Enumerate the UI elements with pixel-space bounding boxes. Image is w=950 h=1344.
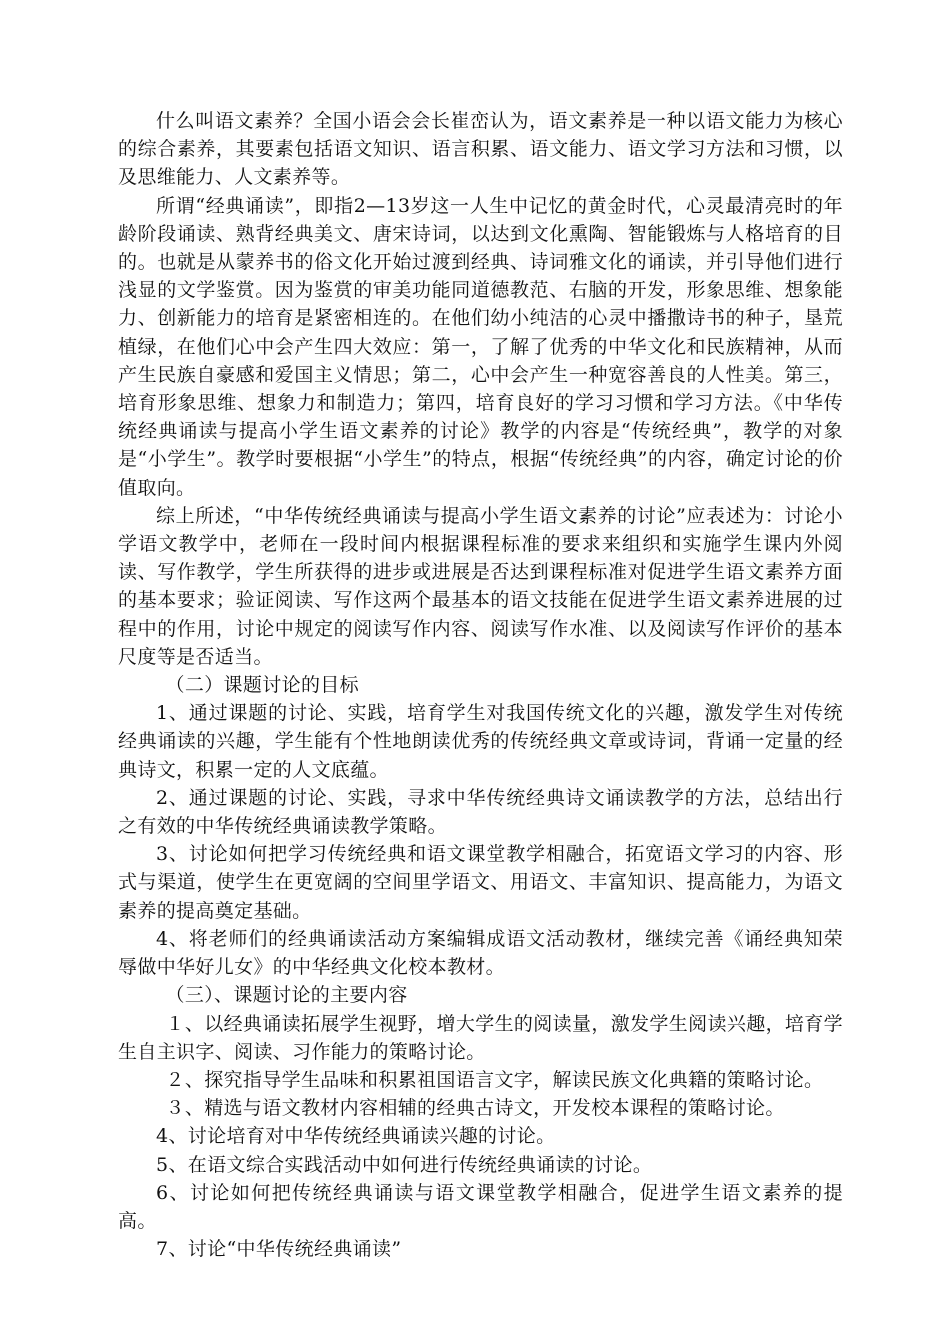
paragraph-summary: 综上所述，“中华传统经典诵读与提高小学生语文素养的讨论”应表述为：讨论小学语文教学中，老师在一段时间内根据课程标准的要求来组织和实施学生课内外阅读、写作教学，学生所获得的进步或进展是否达到课程标准对促进学生语文素养方面的基本要求；验证阅读、写作这两个最基本的语文技能在促进学生语文素养进展的过程中的作用，讨论中规定的阅读写作内容、阅读写作水准、以及阅读写作评价的基本尺度等是否适当。 <box>118 504 843 668</box>
content-item-2: ２、探究指导学生品味和积累祖国语言文字，解读民族文化典籍的策略讨论。 <box>165 1068 824 1091</box>
content-item-1: １、以经典诵读拓展学生视野，增大学生的阅读量，激发学生阅读兴趣，培育学生自主识字、阅读、习作能力的策略讨论。 <box>118 1012 843 1063</box>
content-item-6: 6、讨论如何把传统经典诵读与语文课堂教学相融合，促进学生语文素养的提高。 <box>118 1181 843 1232</box>
paragraph-definition: 什么叫语文素养？全国小语会会长崔峦认为，语文素养是一种以语文能力为核心的综合素养，其要素包括语文知识、语言积累、语文能力、语文学习方法和习惯，以及思维能力、人文素养等。 <box>118 110 843 189</box>
goal-item-2: 2、通过课题的讨论、实践，寻求中华传统经典诗文诵读教学的方法，总结出行之有效的中华传统经典诵读教学策略。 <box>118 786 843 838</box>
content-item-7: 7、讨论“中华传统经典诵读” <box>156 1238 402 1261</box>
content-item-3: ３、精选与语文教材内容相辅的经典古诗文，开发校本课程的策略讨论。 <box>165 1097 785 1120</box>
paragraph-classic-reading: 所谓“经典诵读”，即指2—13岁这一人生中记忆的黄金时代，心灵最清亮时的年龄阶段诵读、熟背经典美文、唐宋诗词，以达到文化熏陶、智能锻炼与人格培育的目的。也就是从蒙养书的俗文化开始过渡到经典、诗词雅文化的诵读，并引导他们进行浅显的文学鉴赏。因为鉴赏的审美功能同道德教范、右脑的开发，形象思维、想象能力、创新能力的培育是紧密相连的。在他们幼小纯洁的心灵中播撒诗书的种子，垦荒植绿，在他们心中会产生四大效应：第一，了解了优秀的中华文化和民族精神，从而产生民族自豪感和爱国主义情思；第二，心中会产生一种宽容善良的人性美。第三，培育形象思维、想象力和制造力；第四，培育良好的学习习惯和学习方法。《中华传统经典诵读与提高小学生语文素养的讨论》教学的内容是“传统经典”，教学的对象是“小学生”。教学时要根据“小学生”的特点，根据“传统经典”的内容，确定讨论的价值取向。 <box>118 194 843 499</box>
section-heading-contents: （三）、课题讨论的主要内容 <box>165 984 408 1007</box>
content-item-5: 5、在语文综合实践活动中如何进行传统经典诵读的讨论。 <box>156 1153 653 1176</box>
goal-item-4: 4、将老师们的经典诵读活动方案编辑成语文活动教材，继续完善《诵经典知荣辱做中华好儿女》的中华经典文化校本教材。 <box>118 927 843 979</box>
goal-item-3: 3、讨论如何把学习传统经典和语文课堂教学相融合，拓宽语文学习的内容、形式与渠道，使学生在更宽阔的空间里学语文、用语文、丰富知识、提高能力，为语文素养的提高奠定基础。 <box>118 843 843 922</box>
content-item-4: 4、讨论培育对中华传统经典诵读兴趣的讨论。 <box>156 1125 556 1148</box>
document-body <box>118 107 843 1263</box>
section-heading-goals: （二）课题讨论的目标 <box>165 674 360 697</box>
goal-item-1: 1、通过课题的讨论、实践，培育学生对我国传统文化的兴趣，激发学生对传统经典诵读的兴趣，学生能有个性地朗读优秀的传统经典文章或诗词，背诵一定量的经典诗文，积累一定的人文底蕴。 <box>118 702 843 781</box>
